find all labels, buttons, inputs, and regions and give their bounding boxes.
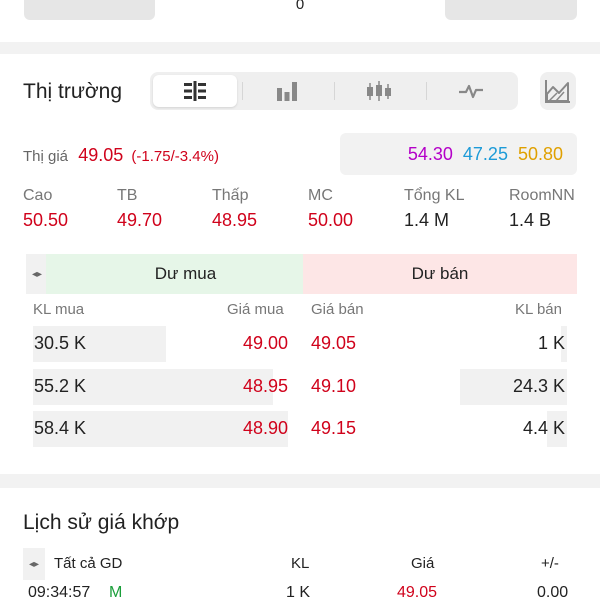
bid-volume: 55.2 K (34, 376, 87, 396)
stat-label: RoomNN (509, 187, 575, 204)
tab-line-chart[interactable] (429, 75, 513, 107)
market-title: Thị trường (23, 80, 123, 103)
stat-high (23, 187, 68, 231)
top-right-button[interactable] (445, 0, 577, 20)
col-change: +/- (541, 555, 559, 572)
stat-label: Cao (23, 187, 53, 204)
order-book-header (24, 254, 577, 294)
stat-total-volume (404, 187, 464, 231)
stat-average (117, 187, 162, 231)
line-chart-icon (458, 80, 484, 102)
order-book-row (0, 369, 600, 405)
col-volume: KL (291, 555, 310, 572)
reference-price: 50.80 (517, 143, 563, 164)
bid-price[interactable]: 48.90 (242, 418, 288, 438)
ceiling-price: 54.30 (407, 143, 453, 164)
price-label: Thị giá (23, 148, 69, 165)
bid-price[interactable]: 49.00 (242, 333, 288, 353)
top-center-value: 0 (295, 0, 305, 13)
stat-label: Thấp (212, 187, 249, 204)
ask-volume: 24.3 K (512, 376, 565, 396)
bar-chart-icon (275, 80, 299, 102)
price-line (23, 145, 219, 166)
stat-value: 48.95 (212, 210, 258, 230)
col-bid-price: Giá mua (227, 301, 284, 318)
chart-button[interactable] (540, 72, 576, 110)
floor-price: 47.25 (462, 143, 508, 164)
top-left-button[interactable] (24, 0, 155, 20)
trade-change: 0.00 (537, 584, 569, 600)
col-ask-price: Giá bán (311, 301, 364, 318)
trade-history-title: Lịch sử giá khớp (23, 511, 180, 534)
trade-time: 09:34:57 (28, 584, 91, 600)
bid-volume: 58.4 K (34, 418, 87, 438)
stat-value: 50.00 (308, 210, 354, 230)
ask-price[interactable]: 49.10 (311, 376, 357, 396)
top-strip (0, 0, 600, 42)
trade-volume: 1 K (286, 584, 311, 600)
area-chart-icon (544, 78, 572, 104)
tab-order-book[interactable] (153, 75, 237, 107)
expand-arrows-icon[interactable]: ◂▸ (23, 548, 45, 580)
candlestick-icon (365, 80, 393, 102)
order-book-icon (182, 80, 208, 102)
stat-value: 1.4 B (509, 210, 552, 230)
trade-history-row (0, 584, 600, 600)
trade-history-header (23, 548, 577, 580)
stat-label: MC (308, 187, 333, 204)
current-price: 49.05 (78, 145, 124, 165)
trade-side: M (109, 584, 123, 600)
col-price: Giá (411, 555, 435, 572)
expand-arrows-icon[interactable]: ◂▸ (26, 254, 48, 294)
order-book-row (0, 326, 600, 362)
stat-label: TB (117, 187, 138, 204)
col-bid-volume: KL mua (33, 301, 85, 318)
order-book-row (0, 411, 600, 447)
bid-price[interactable]: 48.95 (242, 376, 288, 396)
col-ask-volume: KL bán (515, 301, 562, 318)
col-filter-all[interactable]: Tất cả GD (54, 555, 123, 572)
bid-header: Dư mua (46, 254, 325, 294)
ask-price[interactable]: 49.15 (311, 418, 357, 438)
reference-prices (340, 133, 577, 175)
tab-candlestick[interactable] (337, 75, 421, 107)
ask-volume: 1 K (537, 333, 565, 353)
stat-foreign-room (509, 187, 575, 231)
price-change: (-1.75/-3.4%) (131, 148, 219, 165)
view-segmented-control (150, 72, 518, 110)
ask-header: Dư bán (303, 254, 577, 294)
ask-volume: 4.4 K (522, 418, 565, 438)
stat-value: 1.4 M (404, 210, 450, 230)
stat-value: 50.50 (23, 210, 69, 230)
bid-volume: 30.5 K (34, 333, 87, 353)
stat-open (308, 187, 353, 231)
stat-label: Tổng KL (404, 187, 465, 204)
stat-low (212, 187, 257, 231)
ask-price[interactable]: 49.05 (311, 333, 357, 353)
trade-price: 49.05 (397, 584, 438, 600)
stat-value: 49.70 (117, 210, 163, 230)
tab-bar-chart[interactable] (245, 75, 329, 107)
